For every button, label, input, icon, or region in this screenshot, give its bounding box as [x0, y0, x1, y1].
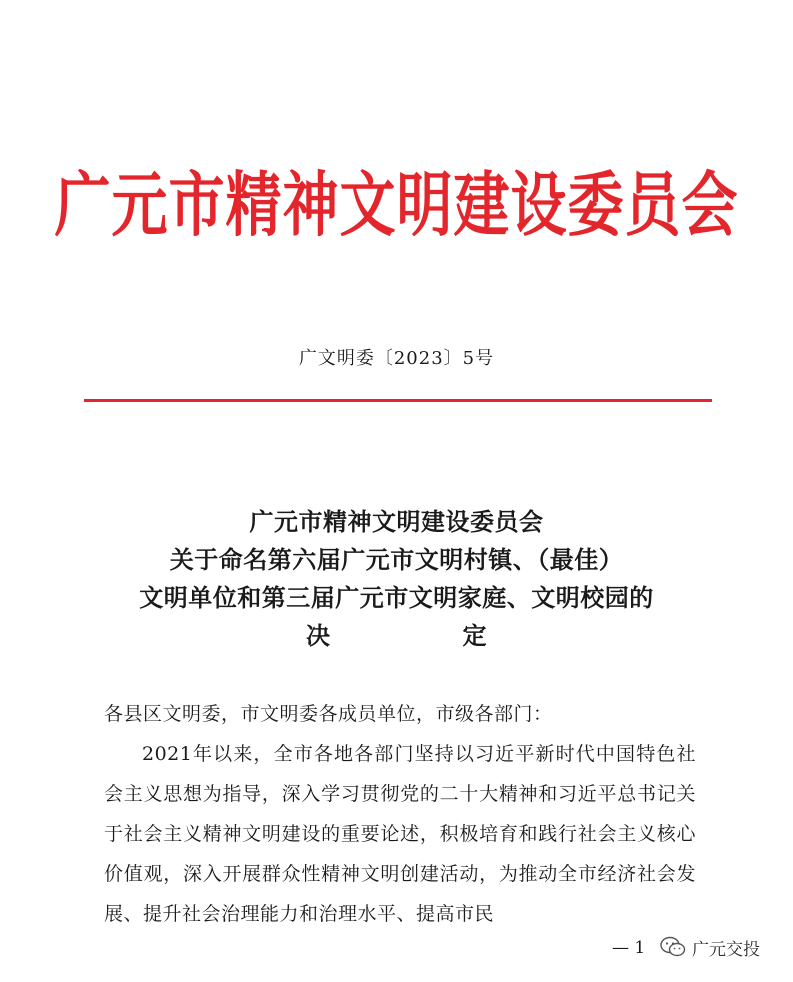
- title-line-3: 文明单位和第三届广元市文明家庭、文明校园的: [139, 583, 654, 612]
- source-watermark: [660, 934, 760, 960]
- title-char-jue: 决: [306, 621, 331, 650]
- body-paragraph: 2021年以来，全市各地各部门坚持以习近平新时代中国特色社会主义思想为指导，深入学习贯彻党的二十大精神和习近平总书记关于社会主义精神文明建设的重要论述，积极培育和践行社会主义核心价值观，深入开展群众性精神文明创建活动，为推动全市经济社会发展、提升社会治理能力和治理水平、提高市民: [104, 743, 696, 925]
- document-body: [104, 694, 696, 934]
- wechat-icon: [660, 936, 686, 958]
- issuing-authority-header: 广元市精神文明建设委员会: [54, 165, 739, 247]
- salutation: 各县区文明委，市文明委各成员单位，市级各部门：: [104, 703, 553, 725]
- title-line-2: 关于命名第六届广元市文明村镇、（最佳）: [169, 545, 624, 574]
- title-line-1: 广元市精神文明建设委员会: [249, 507, 544, 536]
- red-divider-line: [84, 399, 712, 402]
- page-number: — 1: [612, 938, 646, 958]
- title-char-ding: 定: [462, 621, 487, 650]
- document-number: 广文明委〔2023〕5号: [298, 348, 495, 369]
- title-line-4: [0, 617, 793, 655]
- watermark-text: 广元交投: [692, 939, 760, 960]
- document-title: [0, 503, 793, 655]
